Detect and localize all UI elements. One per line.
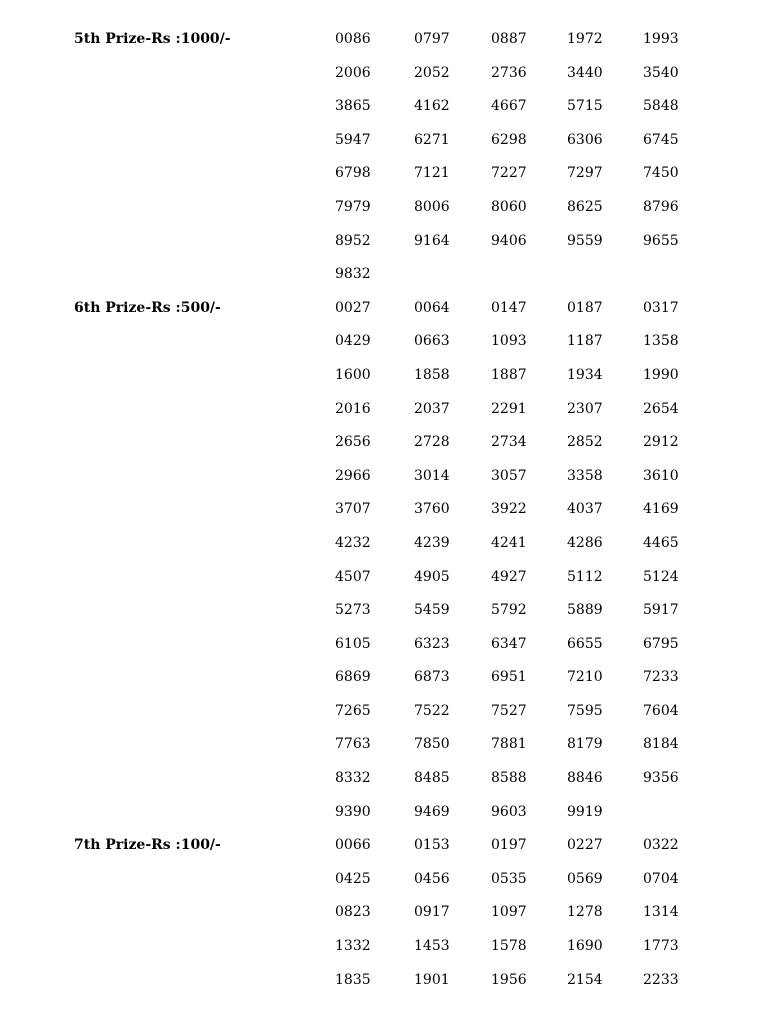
- winning-number: 7522: [414, 702, 450, 719]
- winning-number: 1956: [491, 971, 527, 988]
- prize-row: [0, 22, 759, 56]
- prize-row: [0, 560, 759, 594]
- winning-number: 1332: [335, 938, 371, 955]
- winning-number: 0823: [335, 904, 371, 921]
- prize-row: [0, 190, 759, 224]
- winning-number: 8179: [567, 736, 603, 753]
- winning-number: 0197: [491, 837, 527, 854]
- winning-number: 3922: [491, 501, 527, 518]
- winning-number: 9164: [414, 232, 450, 249]
- winning-number: 9603: [491, 803, 527, 820]
- winning-number: 2006: [335, 64, 371, 81]
- winning-number: 1600: [335, 366, 371, 383]
- winning-number: 8952: [335, 232, 371, 249]
- winning-number: 0064: [414, 299, 450, 316]
- prize-row: [0, 156, 759, 190]
- winning-number: 4507: [335, 568, 371, 585]
- winning-number: 1773: [643, 938, 679, 955]
- winning-number: 6951: [491, 669, 527, 686]
- winning-number: 6298: [491, 131, 527, 148]
- winning-number: 0317: [643, 299, 679, 316]
- winning-number: 1187: [567, 333, 603, 350]
- winning-number: 6105: [335, 635, 371, 652]
- winning-number: 0187: [567, 299, 603, 316]
- prize-row: [0, 291, 759, 325]
- prize-row: [0, 895, 759, 929]
- winning-number: 1578: [491, 938, 527, 955]
- winning-number: 2037: [414, 400, 450, 417]
- winning-number: 6798: [335, 165, 371, 182]
- winning-number: 8846: [567, 770, 603, 787]
- winning-number: 5947: [335, 131, 371, 148]
- winning-number: 0797: [414, 31, 450, 47]
- winning-number: 6873: [414, 669, 450, 686]
- winning-number: 9655: [643, 232, 679, 249]
- winning-number: 4169: [643, 501, 679, 518]
- prize-row: [0, 358, 759, 392]
- winning-number: 1093: [491, 333, 527, 350]
- winning-number: 5889: [567, 602, 603, 619]
- winning-number: 3540: [643, 64, 679, 81]
- winning-number: 7227: [491, 165, 527, 182]
- winning-number: 3610: [643, 467, 679, 484]
- winning-number: 1858: [414, 366, 450, 383]
- prize-row: [0, 56, 759, 90]
- winning-number: 1835: [335, 971, 371, 988]
- winning-number: 2291: [491, 400, 527, 417]
- prize-row: [0, 761, 759, 795]
- winning-number: 3865: [335, 98, 371, 115]
- winning-number: 7450: [643, 165, 679, 182]
- prize-row: [0, 929, 759, 963]
- winning-number: 4667: [491, 98, 527, 115]
- prize-row: [0, 392, 759, 426]
- prize-row: [0, 89, 759, 123]
- winning-number: 9919: [567, 803, 603, 820]
- prize-label: 6th Prize-Rs :500/-: [74, 299, 221, 316]
- winning-number: 6323: [414, 635, 450, 652]
- winning-number: 2656: [335, 434, 371, 451]
- winning-number: 7979: [335, 198, 371, 215]
- winning-number: 4037: [567, 501, 603, 518]
- winning-number: 0227: [567, 837, 603, 854]
- winning-number: 3358: [567, 467, 603, 484]
- winning-number: 3057: [491, 467, 527, 484]
- winning-number: 2966: [335, 467, 371, 484]
- prize-row: [0, 694, 759, 728]
- winning-number: 0887: [491, 31, 527, 47]
- winning-number: 0086: [335, 31, 371, 47]
- winning-number: 6869: [335, 669, 371, 686]
- winning-number: 8006: [414, 198, 450, 215]
- winning-number: 6795: [643, 635, 679, 652]
- winning-number: 1990: [643, 366, 679, 383]
- winning-number: 8588: [491, 770, 527, 787]
- prize-row: [0, 425, 759, 459]
- winning-number: 9390: [335, 803, 371, 820]
- winning-number: 2233: [643, 971, 679, 988]
- winning-number: 2307: [567, 400, 603, 417]
- winning-number: 5848: [643, 98, 679, 115]
- winning-number: 0066: [335, 837, 371, 854]
- winning-number: 7233: [643, 669, 679, 686]
- winning-number: 2052: [414, 64, 450, 81]
- winning-number: 5917: [643, 602, 679, 619]
- winning-number: 2016: [335, 400, 371, 417]
- winning-number: 7210: [567, 669, 603, 686]
- winning-number: 4232: [335, 534, 371, 551]
- winning-number: 0456: [414, 870, 450, 887]
- prize-row: [0, 123, 759, 157]
- winning-number: 4241: [491, 534, 527, 551]
- winning-number: 1934: [567, 366, 603, 383]
- prize-label: 5th Prize-Rs :1000/-: [74, 31, 231, 47]
- winning-number: 2654: [643, 400, 679, 417]
- winning-number: 0027: [335, 299, 371, 316]
- winning-number: 8060: [491, 198, 527, 215]
- winning-number: 7604: [643, 702, 679, 719]
- winning-number: 9469: [414, 803, 450, 820]
- prize-row: [0, 828, 759, 862]
- winning-number: 2734: [491, 434, 527, 451]
- winning-number: 8625: [567, 198, 603, 215]
- winning-number: 6306: [567, 131, 603, 148]
- prize-row: [0, 459, 759, 493]
- winning-number: 3440: [567, 64, 603, 81]
- winning-number: 1097: [491, 904, 527, 921]
- winning-number: 5792: [491, 602, 527, 619]
- winning-number: 1278: [567, 904, 603, 921]
- winning-number: 9559: [567, 232, 603, 249]
- winning-number: 4286: [567, 534, 603, 551]
- prize-row: [0, 324, 759, 358]
- winning-number: 9406: [491, 232, 527, 249]
- winning-number: 8332: [335, 770, 371, 787]
- winning-number: 6745: [643, 131, 679, 148]
- winning-number: 7265: [335, 702, 371, 719]
- winning-number: 1993: [643, 31, 679, 47]
- winning-number: 2912: [643, 434, 679, 451]
- winning-number: 7121: [414, 165, 450, 182]
- winning-number: 4162: [414, 98, 450, 115]
- winning-number: 0322: [643, 837, 679, 854]
- prize-row: [0, 862, 759, 896]
- winning-number: 9832: [335, 266, 371, 283]
- winning-number: 0569: [567, 870, 603, 887]
- winning-number: 2728: [414, 434, 450, 451]
- winning-number: 1453: [414, 938, 450, 955]
- winning-number: 6347: [491, 635, 527, 652]
- winning-number: 4239: [414, 534, 450, 551]
- winning-number: 1901: [414, 971, 450, 988]
- winning-number: 7297: [567, 165, 603, 182]
- winning-number: 0704: [643, 870, 679, 887]
- winning-number: 5124: [643, 568, 679, 585]
- winning-number: 5459: [414, 602, 450, 619]
- winning-number: 7595: [567, 702, 603, 719]
- winning-number: 2736: [491, 64, 527, 81]
- winning-number: 7763: [335, 736, 371, 753]
- winning-number: 3707: [335, 501, 371, 518]
- winning-number: 4465: [643, 534, 679, 551]
- prize-row: [0, 795, 759, 829]
- winning-number: 1972: [567, 31, 603, 47]
- winning-number: 5112: [567, 568, 603, 585]
- winning-number: 1314: [643, 904, 679, 921]
- winning-number: 3014: [414, 467, 450, 484]
- winning-number: 2852: [567, 434, 603, 451]
- winning-number: 0429: [335, 333, 371, 350]
- winning-number: 2154: [567, 971, 603, 988]
- prize-row: [0, 593, 759, 627]
- prize-label: 7th Prize-Rs :100/-: [74, 837, 221, 854]
- winning-number: 7881: [491, 736, 527, 753]
- winning-number: 7527: [491, 702, 527, 719]
- winning-number: 5273: [335, 602, 371, 619]
- winning-number: 8796: [643, 198, 679, 215]
- winning-number: 0663: [414, 333, 450, 350]
- winning-number: 9356: [643, 770, 679, 787]
- winning-number: 0153: [414, 837, 450, 854]
- winning-number: 6655: [567, 635, 603, 652]
- winning-number: 8184: [643, 736, 679, 753]
- winning-number: 0917: [414, 904, 450, 921]
- winning-number: 0535: [491, 870, 527, 887]
- winning-number: 0147: [491, 299, 527, 316]
- winning-number: 7850: [414, 736, 450, 753]
- prize-row: [0, 727, 759, 761]
- winning-number: 1358: [643, 333, 679, 350]
- winning-number: 1690: [567, 938, 603, 955]
- winning-number: 4905: [414, 568, 450, 585]
- winning-number: 0425: [335, 870, 371, 887]
- prize-results-document: [0, 22, 759, 996]
- prize-row: [0, 660, 759, 694]
- winning-number: 1887: [491, 366, 527, 383]
- prize-row: [0, 224, 759, 258]
- winning-number: 5715: [567, 98, 603, 115]
- prize-row: [0, 526, 759, 560]
- prize-row: [0, 257, 759, 291]
- prize-row: [0, 627, 759, 661]
- prize-row: [0, 492, 759, 526]
- winning-number: 6271: [414, 131, 450, 148]
- winning-number: 8485: [414, 770, 450, 787]
- prize-row: [0, 963, 759, 997]
- winning-number: 4927: [491, 568, 527, 585]
- winning-number: 3760: [414, 501, 450, 518]
